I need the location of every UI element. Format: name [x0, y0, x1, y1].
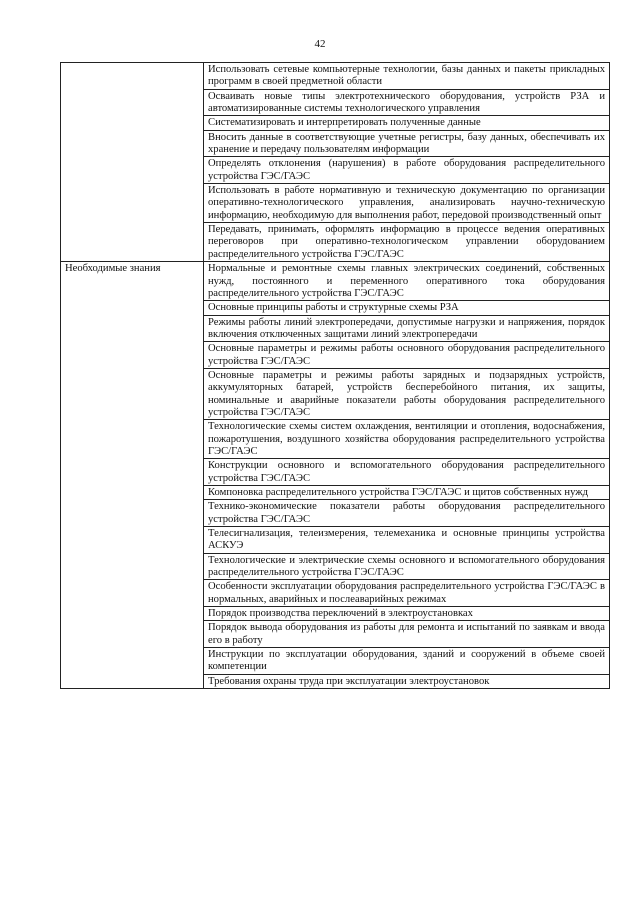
requirements-table — [60, 62, 610, 689]
page-number: 42 — [314, 38, 326, 50]
requirement-item: Конструкции основного и вспомогательного оборудования распределительного устройства ГЭС/ГАЭС — [204, 459, 610, 486]
requirement-item: Требования охраны труда при эксплуатации электроустановок — [204, 674, 610, 688]
requirement-item: Особенности эксплуатации оборудования распределительного устройства ГЭС/ГАЭС в нормальных, аварийных и послеаварийных режимах — [204, 580, 610, 607]
requirement-item: Передавать, принимать, оформлять информацию в процессе ведения оперативных переговоров при оперативно-технологическом управлении оборудованием распределительного устройства ГЭС/ГАЭС — [204, 223, 610, 262]
requirement-item: Основные параметры и режимы работы основного оборудования распределительного устройства ГЭС/ГАЭС — [204, 342, 610, 369]
requirement-item: Режимы работы линий электропередачи, допустимые нагрузки и напряжения, порядок включения отключенных защитами линий электропередачи — [204, 315, 610, 342]
requirement-item: Осваивать новые типы электротехнического оборудования, устройств РЗА и автоматизированные системы технологического управления — [204, 89, 610, 116]
requirement-item: Инструкции по эксплуатации оборудования, зданий и сооружений в объеме своей компетенции — [204, 648, 610, 675]
requirement-item: Вносить данные в соответствующие учетные регистры, базу данных, обеспечивать их хранение и передачу пользователям информации — [204, 130, 610, 157]
requirement-item: Использовать в работе нормативную и техническую документацию по организации оперативно-технологического управления, анализировать научно-техническую информацию, необходимую для выполнения работ, передовой производственный опыт — [204, 184, 610, 223]
requirement-item: Компоновка распределительного устройства ГЭС/ГАЭС и щитов собственных нужд — [204, 486, 610, 500]
section-label: Необходимые знания — [61, 262, 204, 689]
requirement-item: Определять отклонения (нарушения) в работе оборудования распределительного устройства ГЭС/ГАЭС — [204, 157, 610, 184]
requirement-item: Технологические и электрические схемы основного и вспомогательного оборудования распределительного устройства ГЭС/ГАЭС — [204, 553, 610, 580]
table-row — [61, 262, 610, 301]
requirement-item: Телесигнализация, телеизмерения, телемеханика и основные принципы устройства АСКУЭ — [204, 527, 610, 554]
requirement-item: Порядок производства переключений в электроустановках — [204, 607, 610, 621]
requirement-item: Порядок вывода оборудования из работы для ремонта и испытаний по заявкам и ввода его в работу — [204, 621, 610, 648]
section-label — [61, 63, 204, 262]
requirements-table-body — [61, 63, 610, 689]
table-row — [61, 63, 610, 90]
requirement-item: Основные принципы работы и структурные схемы РЗА — [204, 301, 610, 315]
requirement-item: Основные параметры и режимы работы зарядных и подзарядных устройств, аккумуляторных батарей, устройств бесперебойного питания, их защиты, номинальные и аварийные показатели работы оборудования распределительного устройства ГЭС/ГАЭС — [204, 368, 610, 419]
requirement-item: Систематизировать и интерпретировать полученные данные — [204, 116, 610, 130]
requirement-item: Нормальные и ремонтные схемы главных электрических соединений, собственных нужд, постоянного и переменного оперативного тока оборудования распределительного устройства ГЭС/ГАЭС — [204, 262, 610, 301]
requirement-item: Технико-экономические показатели работы оборудования распределительного устройства ГЭС/ГАЭС — [204, 500, 610, 527]
requirement-item: Использовать сетевые компьютерные технологии, базы данных и пакеты прикладных программ в своей предметной области — [204, 63, 610, 90]
requirement-item: Технологические схемы систем охлаждения, вентиляции и отопления, водоснабжения, пожаротушения, воздушного хозяйства оборудования распределительного устройства ГЭС/ГАЭС — [204, 420, 610, 459]
